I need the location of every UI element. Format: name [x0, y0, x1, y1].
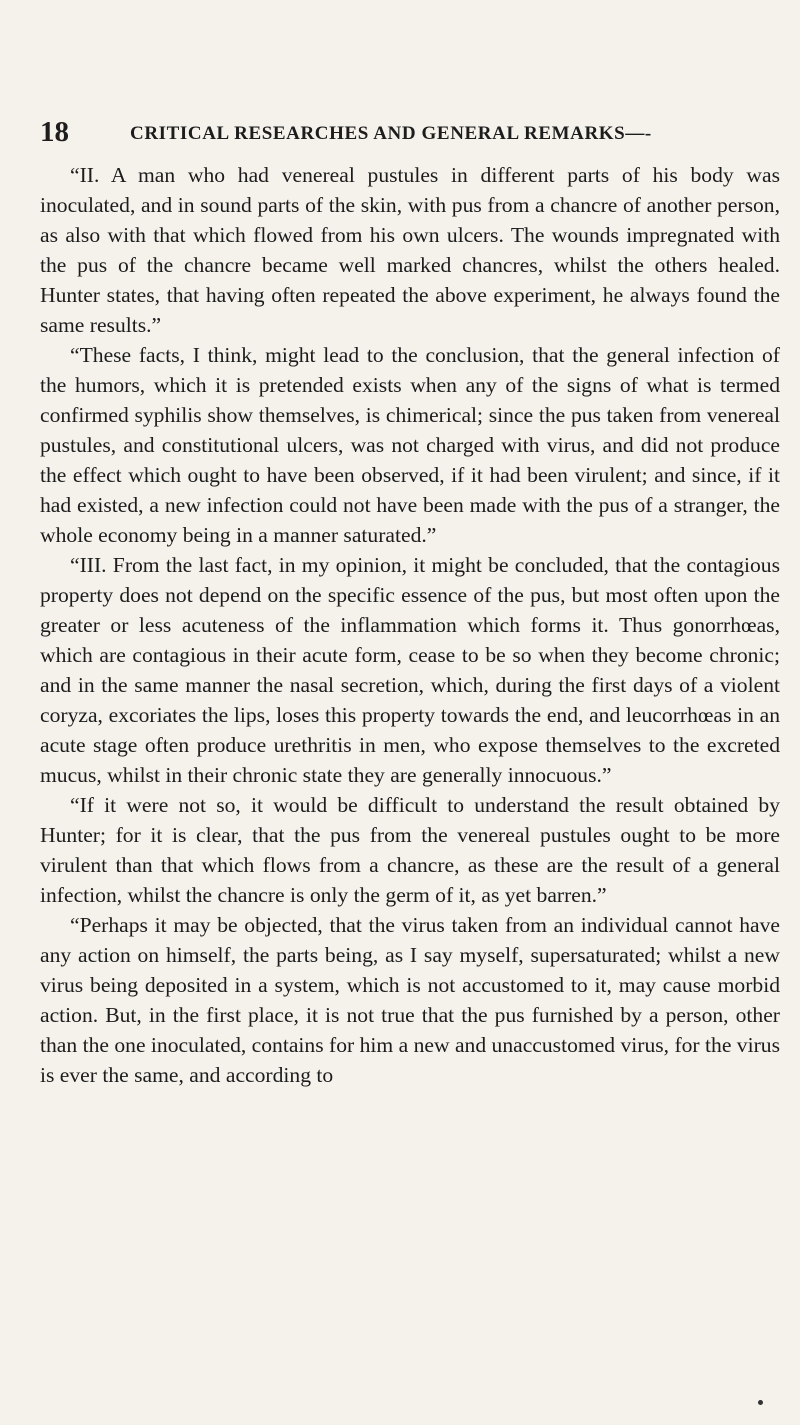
paragraph: “These facts, I think, might lead to the conclusion, that the general infection of the humors, which it is pretended exists when any of the signs of what is termed confirmed syphilis show themselves, is chimerical; since the pus taken from venereal pustules, and constitutional ulcers, was not charged with virus, and did not produce the effect which ought to have been observed, if it had been virulent; and since, if it had existed, a new infection could not have been made with the pus of a stranger, the whole economy being in a manner saturated.” — [40, 343, 780, 547]
page-header — [40, 117, 780, 147]
ink-speck — [758, 1400, 763, 1405]
paragraph: “III. From the last fact, in my opinion, it might be concluded, that the contagious property does not depend on the specific essence of the pus, but most often upon the greater or less acuteness of the inflammation which forms it. Thus gonorrhœas, which are contagious in their acute form, cease to be so when they become chronic; and in the same manner the nasal secretion, which, during the first days of a violent coryza, excoriates the lips, loses this property towards the end, and leucorrhœas in an acute stage often produce urethritis in men, who expose themselves to the excreted mucus, whilst in their chronic state they are generally innocuous.” — [40, 553, 780, 787]
running-title: CRITICAL RESEARCHES AND GENERAL REMARKS—- — [130, 123, 652, 144]
paragraph: “II. A man who had venereal pustules in different parts of his body was inoculated, and in sound parts of the skin, with pus from a chancre of another person, as also with that which flowed from his own ulcers. The wounds impregnated with the pus of the chancre became well marked chancres, whilst the others healed. Hunter states, that having often repeated the above experiment, he always found the same results.” — [40, 163, 780, 337]
body-text — [40, 160, 780, 1090]
paragraph: “If it were not so, it would be difficult to understand the result obtained by Hunter; for it is clear, that the pus from the venereal pustules ought to be more virulent than that which flows from a chancre, as these are the result of a general infection, whilst the chancre is only the germ of it, as yet barren.” — [40, 793, 780, 907]
paragraph: “Perhaps it may be objected, that the virus taken from an individual cannot have any action on himself, the parts being, as I say myself, supersaturated; whilst a new virus being deposited in a system, which is not accustomed to it, may cause morbid action. But, in the first place, it is not true that the pus furnished by a person, other than the one inoculated, contains for him a new and unaccustomed virus, for the virus is ever the same, and according to — [40, 913, 780, 1087]
page-number: 18 — [40, 116, 69, 148]
